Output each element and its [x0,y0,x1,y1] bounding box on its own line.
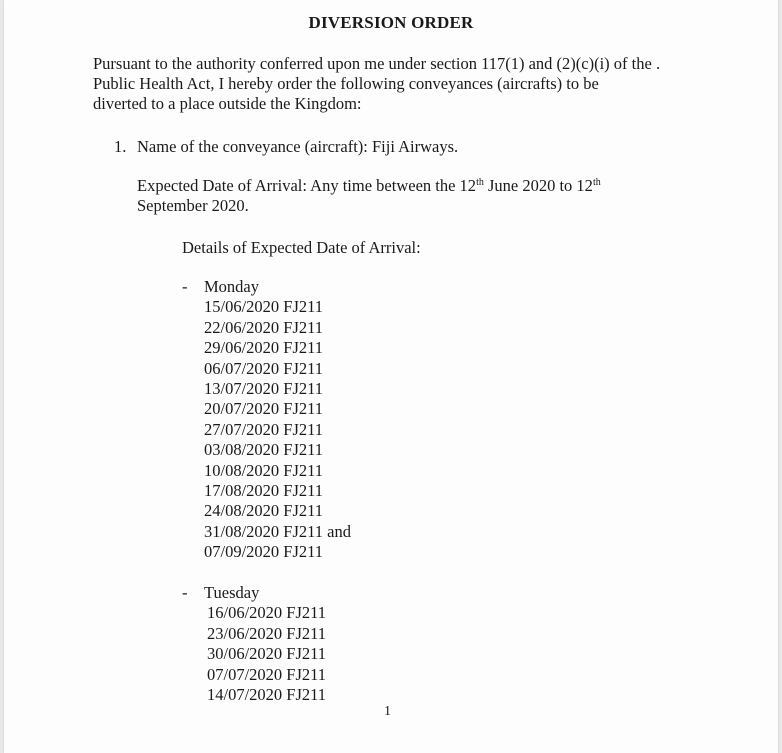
flight-entry: 20/07/2020 FJ211 [204,399,324,419]
day-label: Tuesday [204,583,260,602]
flight-list [204,297,351,562]
bullet-dash: - [182,583,188,602]
flight-entry: 31/08/2020 FJ211 and [204,521,351,541]
document-page [4,0,778,753]
flight-entry: 22/06/2020 FJ211 [204,317,324,337]
flight-entry: 07/07/2020 FJ211 [207,664,327,684]
flight-entry: 10/08/2020 FJ211 [204,460,324,480]
document-title: DIVERSION ORDER [308,13,474,32]
ordinal-suffix: th [476,177,484,188]
day-label: Monday [204,277,259,296]
preamble-paragraph [93,54,733,114]
arrival-line-1 [137,176,601,196]
flight-entry: 15/06/2020 FJ211 [204,297,324,317]
flight-entry: 24/08/2020 FJ211 [204,501,324,521]
bullet-dash: - [182,277,188,296]
flight-entry: 23/06/2020 FJ211 [207,623,327,643]
flight-entry: 29/06/2020 FJ211 [204,338,324,358]
expected-arrival-paragraph [137,176,601,216]
flight-entry: 06/07/2020 FJ211 [204,358,324,378]
list-item-conveyance [114,137,458,157]
arrival-text-part: Expected Date of Arrival: Any time between the 12 [137,176,477,195]
flight-entry: 13/07/2020 FJ211 [204,379,324,399]
flight-entry: 17/08/2020 FJ211 [204,481,324,501]
flight-list [207,603,326,705]
list-item-text: Name of the conveyance (aircraft): Fiji Airways. [137,137,459,156]
preamble-line: diverted to a place outside the Kingdom: [93,94,362,113]
preamble-line: Public Health Act, I hereby order the following conveyances (aircrafts) to be [93,74,599,93]
flight-entry: 27/07/2020 FJ211 [204,419,324,439]
flight-entry: 30/06/2020 FJ211 [207,644,327,664]
arrival-line-2: September 2020. [137,196,249,215]
flight-entry: 14/07/2020 FJ211 [207,685,327,705]
flight-entry: 07/09/2020 FJ211 [204,542,324,562]
flight-entry: 03/08/2020 FJ211 [204,440,324,460]
details-heading: Details of Expected Date of Arrival: [182,238,421,257]
arrival-text-part: June 2020 to 12 [483,176,593,195]
list-item-number: 1. [114,137,127,156]
ordinal-suffix: th [592,177,601,188]
flight-entry: 16/06/2020 FJ211 [207,603,327,623]
page-number: 1 [384,704,391,719]
preamble-line: Pursuant to the authority conferred upon me under section 117(1) and (2)(c)(i) of the . [93,54,661,73]
